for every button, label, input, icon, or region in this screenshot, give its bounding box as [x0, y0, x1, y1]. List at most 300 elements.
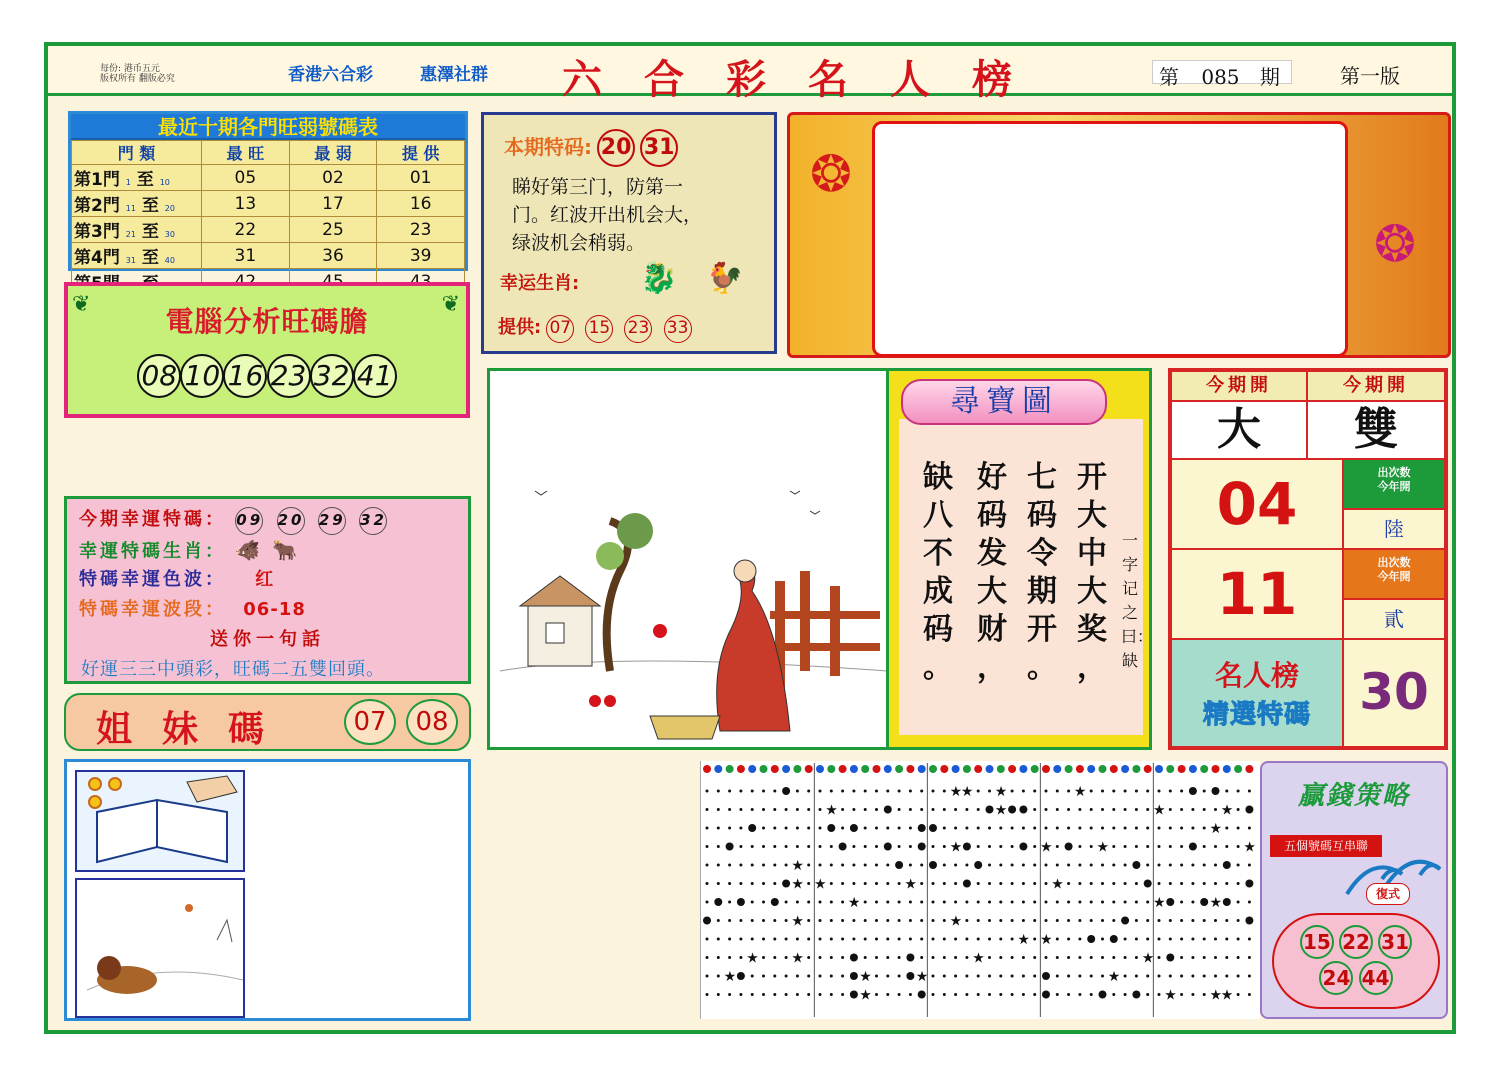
grid-dot	[943, 938, 946, 941]
grid-dot	[850, 991, 858, 999]
lucky-row-1	[79, 505, 468, 535]
grid-dot	[1011, 790, 1014, 793]
lucky-color-value: 红	[255, 569, 277, 590]
grid-dot	[1045, 882, 1048, 885]
grid-dot	[943, 901, 946, 904]
header-dot	[952, 765, 960, 773]
gate-from: 31	[125, 256, 136, 265]
grid-dot	[785, 938, 788, 941]
grid-dot	[999, 901, 1002, 904]
jingxuan-label: 精選特碼	[1202, 700, 1311, 730]
header-dot	[1008, 765, 1016, 773]
grid-dot	[1056, 827, 1059, 830]
gate-to-label: 至	[141, 196, 159, 216]
today-big-small: 大	[1170, 400, 1308, 460]
grid-dot	[751, 901, 754, 904]
star-mark: ★	[915, 969, 929, 985]
grid-dot	[977, 993, 980, 996]
poem-column-1	[1075, 459, 1109, 687]
table-row	[72, 243, 465, 269]
grid-dot	[1033, 864, 1036, 867]
grid-dot	[1011, 938, 1014, 941]
grid-dot	[1078, 827, 1081, 830]
grid-dot	[1124, 901, 1127, 904]
lucky-range-label: 特碼幸運波段：	[79, 599, 226, 620]
star-mark: ★	[949, 839, 963, 856]
grid-dot	[796, 975, 799, 978]
grid-dot	[1200, 898, 1208, 906]
grid-dot	[717, 864, 720, 867]
grid-dot	[827, 824, 835, 832]
grid-dot	[1112, 808, 1115, 811]
grid-dot	[1112, 919, 1115, 922]
grid-dot	[1135, 845, 1138, 848]
grid-dot	[965, 919, 968, 922]
grid-dot	[943, 975, 946, 978]
grid-dot	[841, 956, 844, 959]
grid-dot	[1078, 919, 1081, 922]
grid-dot	[1189, 843, 1197, 851]
header-dot	[940, 765, 948, 773]
grid-dot	[1237, 845, 1240, 848]
dot-grid-svg	[701, 761, 1261, 1019]
header-dot	[1178, 765, 1186, 773]
grid-dot	[841, 882, 844, 885]
star-mark: ★	[1209, 821, 1223, 837]
treasure-title: 尋寶圖	[901, 379, 1107, 425]
grid-dot	[1124, 808, 1127, 811]
grid-dot	[717, 975, 720, 978]
grid-dot	[954, 827, 957, 830]
mingren-label: 名人榜	[1214, 659, 1299, 692]
grid-dot	[751, 993, 754, 996]
grid-dot	[999, 938, 1002, 941]
grid-dot	[1112, 882, 1115, 885]
page-frame	[44, 42, 1456, 1034]
grid-dot	[1101, 901, 1104, 904]
grid-dot	[999, 845, 1002, 848]
weak-table-title: 最近十期各門旺弱號碼表	[71, 114, 465, 140]
issue-suffix: 期	[1259, 65, 1280, 89]
grid-dot	[875, 790, 878, 793]
grid-dot	[1033, 993, 1036, 996]
star-mark: ★	[791, 913, 804, 930]
grid-dot	[920, 901, 923, 904]
grid-dot	[751, 864, 754, 867]
grid-dot	[1078, 808, 1081, 811]
grid-dot	[909, 901, 912, 904]
grid-dot	[773, 864, 776, 867]
grid-dot	[1078, 956, 1081, 959]
header-dot	[1234, 765, 1242, 773]
header-dot	[1042, 765, 1050, 773]
grid-dot	[782, 787, 790, 795]
grid-dot	[1124, 845, 1127, 848]
grid-dot	[886, 827, 889, 830]
special-code-ball: 20	[597, 129, 635, 167]
grid-dot	[1056, 901, 1059, 904]
grid-dot	[1112, 864, 1115, 867]
grid-dot	[909, 845, 912, 848]
grid-dot	[918, 824, 926, 832]
min-cell: 17	[289, 191, 377, 217]
grid-dot	[1011, 864, 1014, 867]
header-dot	[918, 765, 926, 773]
grid-dot	[963, 880, 971, 888]
year-label: 今年開	[1377, 480, 1411, 493]
grid-dot	[1090, 901, 1093, 904]
grid-dot	[1112, 956, 1115, 959]
grid-dot	[1011, 845, 1014, 848]
grid-dot	[1169, 864, 1172, 867]
gate-cell	[72, 217, 202, 243]
max-cell: 05	[202, 165, 290, 191]
grid-dot	[852, 882, 855, 885]
star-mark: ★	[1164, 987, 1177, 1004]
star-mark: ★	[994, 784, 1008, 800]
grid-dot	[762, 882, 765, 885]
grid-dot	[807, 901, 810, 904]
sister-code-panel	[64, 693, 471, 751]
grid-dot	[1112, 845, 1115, 848]
grid-dot	[762, 975, 765, 978]
grid-dot	[785, 919, 788, 922]
number-ball: 23	[267, 354, 311, 398]
book-hand-image	[75, 770, 245, 872]
grid-dot	[1090, 808, 1093, 811]
grid-dot	[954, 938, 957, 941]
grid-dot	[988, 882, 991, 885]
poem-column-3	[975, 459, 1009, 687]
grid-dot	[1135, 919, 1138, 922]
min-cell: 25	[289, 217, 377, 243]
grid-dot	[1090, 975, 1093, 978]
grid-dot	[807, 882, 810, 885]
give-cell: 16	[377, 191, 465, 217]
grid-dot	[830, 956, 833, 959]
grid-dot	[841, 901, 844, 904]
star-mark: ★	[814, 876, 827, 893]
special-pick-number: 30	[1342, 638, 1446, 748]
grid-dot	[988, 938, 991, 941]
grid-dot	[785, 827, 788, 830]
star-mark: ★	[1209, 895, 1223, 911]
grid-dot	[1135, 790, 1138, 793]
grid-dot	[1090, 864, 1093, 867]
strategy-title: 贏錢策略	[1297, 781, 1410, 811]
grid-dot	[773, 975, 776, 978]
grid-dot	[785, 956, 788, 959]
grid-dot	[1090, 993, 1093, 996]
grid-dot	[965, 901, 968, 904]
grid-dot	[807, 993, 810, 996]
poem-char: 好	[977, 460, 1007, 495]
grid-dot	[920, 790, 923, 793]
grid-dot	[807, 845, 810, 848]
grid-dot	[1078, 864, 1081, 867]
grid-dot	[932, 845, 935, 848]
grid-dot	[1144, 880, 1152, 888]
today-odd-even: 雙	[1306, 400, 1446, 460]
grid-dot	[1112, 993, 1115, 996]
grid-dot	[920, 882, 923, 885]
give-cell: 01	[377, 165, 465, 191]
header-dot	[1132, 765, 1140, 773]
grid-dot	[852, 845, 855, 848]
grid-dot	[1042, 972, 1050, 980]
strategy-ball: 44	[1359, 961, 1393, 995]
grid-dot	[762, 901, 765, 904]
grid-dot	[1033, 901, 1036, 904]
header-dot	[793, 765, 801, 773]
grid-dot	[796, 827, 799, 830]
grid-dot	[852, 790, 855, 793]
grid-dot	[1158, 956, 1161, 959]
grid-dot	[773, 919, 776, 922]
page-title: 六合彩名人榜	[562, 56, 1054, 103]
today-number-1: 04	[1170, 458, 1344, 550]
grid-dot	[1169, 882, 1172, 885]
grid-dot	[886, 864, 889, 867]
grid-dot	[1067, 808, 1070, 811]
grid-dot	[807, 938, 810, 941]
grid-dot	[751, 790, 754, 793]
grid-dot	[748, 824, 756, 832]
grid-dot	[1101, 919, 1104, 922]
computer-analysis-title: 電腦分析旺碼膽	[165, 305, 369, 338]
grid-dot	[898, 901, 901, 904]
grid-dot	[963, 843, 971, 851]
org-name-1: 香港六合彩	[288, 65, 373, 85]
grid-dot	[1101, 790, 1104, 793]
header-dot	[1223, 765, 1231, 773]
grid-dot	[751, 919, 754, 922]
winning-strategy-panel	[1260, 761, 1448, 1019]
star-mark: ★	[1209, 987, 1223, 1004]
count-value-2: 貳	[1342, 598, 1446, 640]
provide-ball: 23	[624, 315, 652, 343]
grid-dot	[1203, 919, 1206, 922]
grid-dot	[1056, 808, 1059, 811]
grid-dot	[1132, 861, 1140, 869]
grid-dot	[773, 790, 776, 793]
grid-dot	[1203, 808, 1206, 811]
grid-dot	[1191, 975, 1194, 978]
grid-dot	[717, 808, 720, 811]
grid-dot	[929, 824, 937, 832]
count-box-1	[1342, 458, 1446, 510]
header-dot	[997, 765, 1005, 773]
grid-dot	[1237, 993, 1240, 996]
grid-dot	[954, 956, 957, 959]
gate-from: 1	[125, 178, 131, 187]
star-mark: ★	[1220, 987, 1234, 1004]
grid-dot	[1214, 919, 1217, 922]
sister-ball: 08	[406, 699, 458, 745]
grid-dot	[898, 938, 901, 941]
strategy-subtitle: 五個號碼互串聯	[1270, 835, 1382, 857]
grid-dot	[999, 993, 1002, 996]
provide-ball: 33	[664, 315, 692, 343]
grid-dot	[728, 956, 731, 959]
grid-dot	[819, 956, 822, 959]
grid-dot	[1158, 919, 1161, 922]
strategy-ball: 15	[1300, 925, 1334, 959]
grid-dot	[1033, 919, 1036, 922]
grid-dot	[999, 919, 1002, 922]
grid-dot	[1045, 827, 1048, 830]
grid-dot	[929, 861, 937, 869]
give-cell: 39	[377, 243, 465, 269]
grid-dot	[906, 954, 914, 962]
grid-dot	[762, 827, 765, 830]
holly-left-icon: ❦	[72, 292, 91, 317]
grid-dot	[751, 975, 754, 978]
star-mark: ★	[1141, 950, 1155, 967]
grid-dot	[965, 808, 968, 811]
grid-dot	[807, 808, 810, 811]
grid-dot	[954, 993, 957, 996]
grid-dot	[807, 827, 810, 830]
copyright-line: 版权所有 翻版必究	[100, 74, 175, 84]
grid-dot	[1180, 808, 1183, 811]
grid-dot	[988, 993, 991, 996]
grid-dot	[1146, 808, 1149, 811]
grid-dot	[1237, 882, 1240, 885]
grid-dot	[717, 882, 720, 885]
grid-dot	[1033, 956, 1036, 959]
grid-dot	[909, 808, 912, 811]
decor-glyph-left: ❂	[810, 145, 852, 203]
number-ball: 10	[180, 354, 224, 398]
grid-dot	[1237, 956, 1240, 959]
grid-dot	[1212, 787, 1220, 795]
grid-dot	[920, 938, 923, 941]
grid-dot	[1225, 975, 1228, 978]
grid-dot	[918, 843, 926, 851]
grid-dot	[954, 882, 957, 885]
grid-dot	[974, 861, 982, 869]
grid-dot	[1078, 901, 1081, 904]
grid-dot	[1223, 898, 1231, 906]
grid-dot	[819, 808, 822, 811]
dog-snow-image	[75, 878, 245, 1018]
lucky-zodiac-label-2: 幸運特碼生肖：	[79, 541, 226, 562]
today-number-2: 11	[1170, 548, 1344, 640]
lucky-ball: 29	[318, 507, 346, 535]
grid-dot	[1110, 935, 1118, 943]
grid-dot	[886, 938, 889, 941]
grid-dot	[830, 993, 833, 996]
header-dot	[884, 765, 892, 773]
grid-dot	[1146, 938, 1149, 941]
poem-char: 财	[977, 612, 1007, 647]
grid-dot	[1045, 901, 1048, 904]
gate-to-label: 至	[136, 170, 154, 190]
dog-icon	[77, 880, 243, 1016]
max-cell: 31	[202, 243, 290, 269]
star-mark: ★	[723, 969, 737, 985]
grid-dot	[1146, 901, 1149, 904]
grid-dot	[898, 827, 901, 830]
star-mark: ★	[859, 987, 872, 1004]
grid-dot	[1056, 938, 1059, 941]
gate-label: 第1門	[74, 170, 120, 190]
grid-dot	[1189, 787, 1197, 795]
grid-dot	[943, 827, 946, 830]
grid-dot	[728, 901, 731, 904]
fushi-badge: 復式	[1366, 883, 1410, 905]
grid-dot	[920, 864, 923, 867]
grid-dot	[1237, 901, 1240, 904]
grid-dot	[1237, 975, 1240, 978]
computer-numbers	[68, 354, 466, 398]
grid-dot	[819, 919, 822, 922]
grid-dot	[1158, 938, 1161, 941]
poem-char: 码	[1027, 498, 1057, 533]
grid-dot	[1056, 864, 1059, 867]
grid-dot	[1225, 882, 1228, 885]
strategy-ball: 31	[1378, 925, 1412, 959]
grid-dot	[1124, 956, 1127, 959]
grid-dot	[1203, 975, 1206, 978]
grid-dot	[875, 845, 878, 848]
special-code-panel	[481, 112, 777, 354]
grid-dot	[906, 972, 914, 980]
grid-dot	[819, 938, 822, 941]
grid-dot	[782, 880, 790, 888]
grid-dot	[1033, 975, 1036, 978]
grid-dot	[739, 827, 742, 830]
grid-dot	[1087, 935, 1095, 943]
grid-dot	[1033, 790, 1036, 793]
grid-dot	[1225, 845, 1228, 848]
grid-dot	[1033, 845, 1036, 848]
grid-dot	[807, 975, 810, 978]
grid-dot	[1158, 790, 1161, 793]
grid-dot	[762, 864, 765, 867]
number-ball: 41	[353, 354, 397, 398]
max-cell: 22	[202, 217, 290, 243]
grid-dot	[1067, 882, 1070, 885]
grid-dot	[1225, 938, 1228, 941]
grid-dot	[898, 975, 901, 978]
decor-glyph-right: ❂	[1374, 215, 1416, 273]
grid-dot	[830, 864, 833, 867]
grid-dot	[751, 808, 754, 811]
grid-dot	[909, 827, 912, 830]
gate-label: 第3門	[74, 222, 120, 242]
grid-dot	[1042, 991, 1050, 999]
grid-dot	[1225, 827, 1228, 830]
grid-dot	[1169, 808, 1172, 811]
grid-dot	[717, 827, 720, 830]
grid-dot	[796, 901, 799, 904]
grid-dot	[932, 808, 935, 811]
today-header-1: 今期開	[1170, 370, 1308, 402]
star-mark: ★	[1051, 876, 1064, 893]
grid-dot	[1099, 991, 1107, 999]
grid-dot	[875, 882, 878, 885]
grid-dot	[875, 938, 878, 941]
header-min: 最 弱	[289, 141, 377, 165]
grid-dot	[762, 993, 765, 996]
star-mark: ★	[972, 950, 985, 967]
today-results-grid	[1168, 368, 1448, 750]
star-mark: ★	[791, 858, 804, 874]
star-mark: ★	[847, 895, 861, 911]
grid-dot	[1056, 919, 1059, 922]
